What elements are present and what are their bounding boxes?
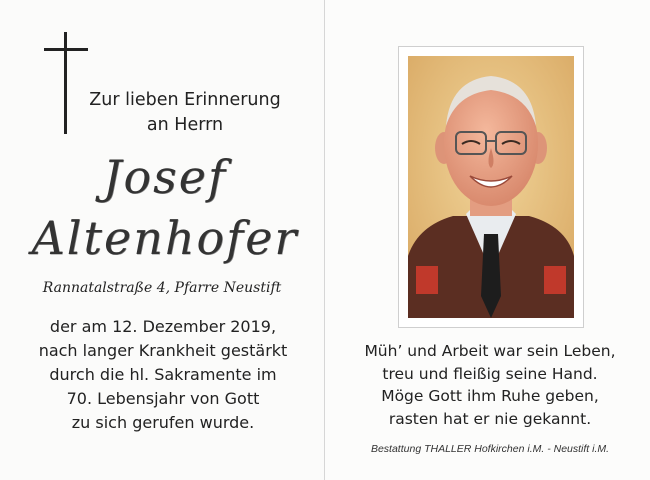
deceased-address: Rannatalstraße 4, Pfarre Neustift xyxy=(42,280,282,296)
funeral-home-credit: Bestattung THALLER Hofkirchen i.M. - Neustift i.M. xyxy=(370,443,610,455)
poem-line: rasten hat er nie gekannt. xyxy=(388,409,592,428)
deceased-first-name: Josef xyxy=(103,150,227,204)
deceased-last-name: Altenhofer xyxy=(31,211,299,265)
greeting-line-1: Zur lieben Erinnerung xyxy=(89,90,281,110)
poem-line: Möge Gott ihm Ruhe geben, xyxy=(381,387,599,405)
death-notice-text xyxy=(12,315,314,435)
poem-line: treu und fleißig seine Hand. xyxy=(382,364,598,383)
death-notice-line: 70. Lebensjahr von Gott xyxy=(66,389,260,408)
death-notice-line: nach langer Krankheit gestärkt xyxy=(38,341,288,360)
death-notice-line: zu sich gerufen wurde. xyxy=(71,413,255,432)
memorial-poem xyxy=(340,340,640,430)
portrait-photo xyxy=(408,56,574,318)
portrait-frame xyxy=(398,46,584,328)
greeting xyxy=(80,88,290,138)
greeting-line-2: an Herrn xyxy=(146,115,224,135)
poem-line: Müh’ und Arbeit war sein Leben, xyxy=(364,342,616,360)
death-notice-line: der am 12. Dezember 2019, xyxy=(49,317,277,336)
death-notice-line: durch die hl. Sakramente im xyxy=(49,365,277,384)
